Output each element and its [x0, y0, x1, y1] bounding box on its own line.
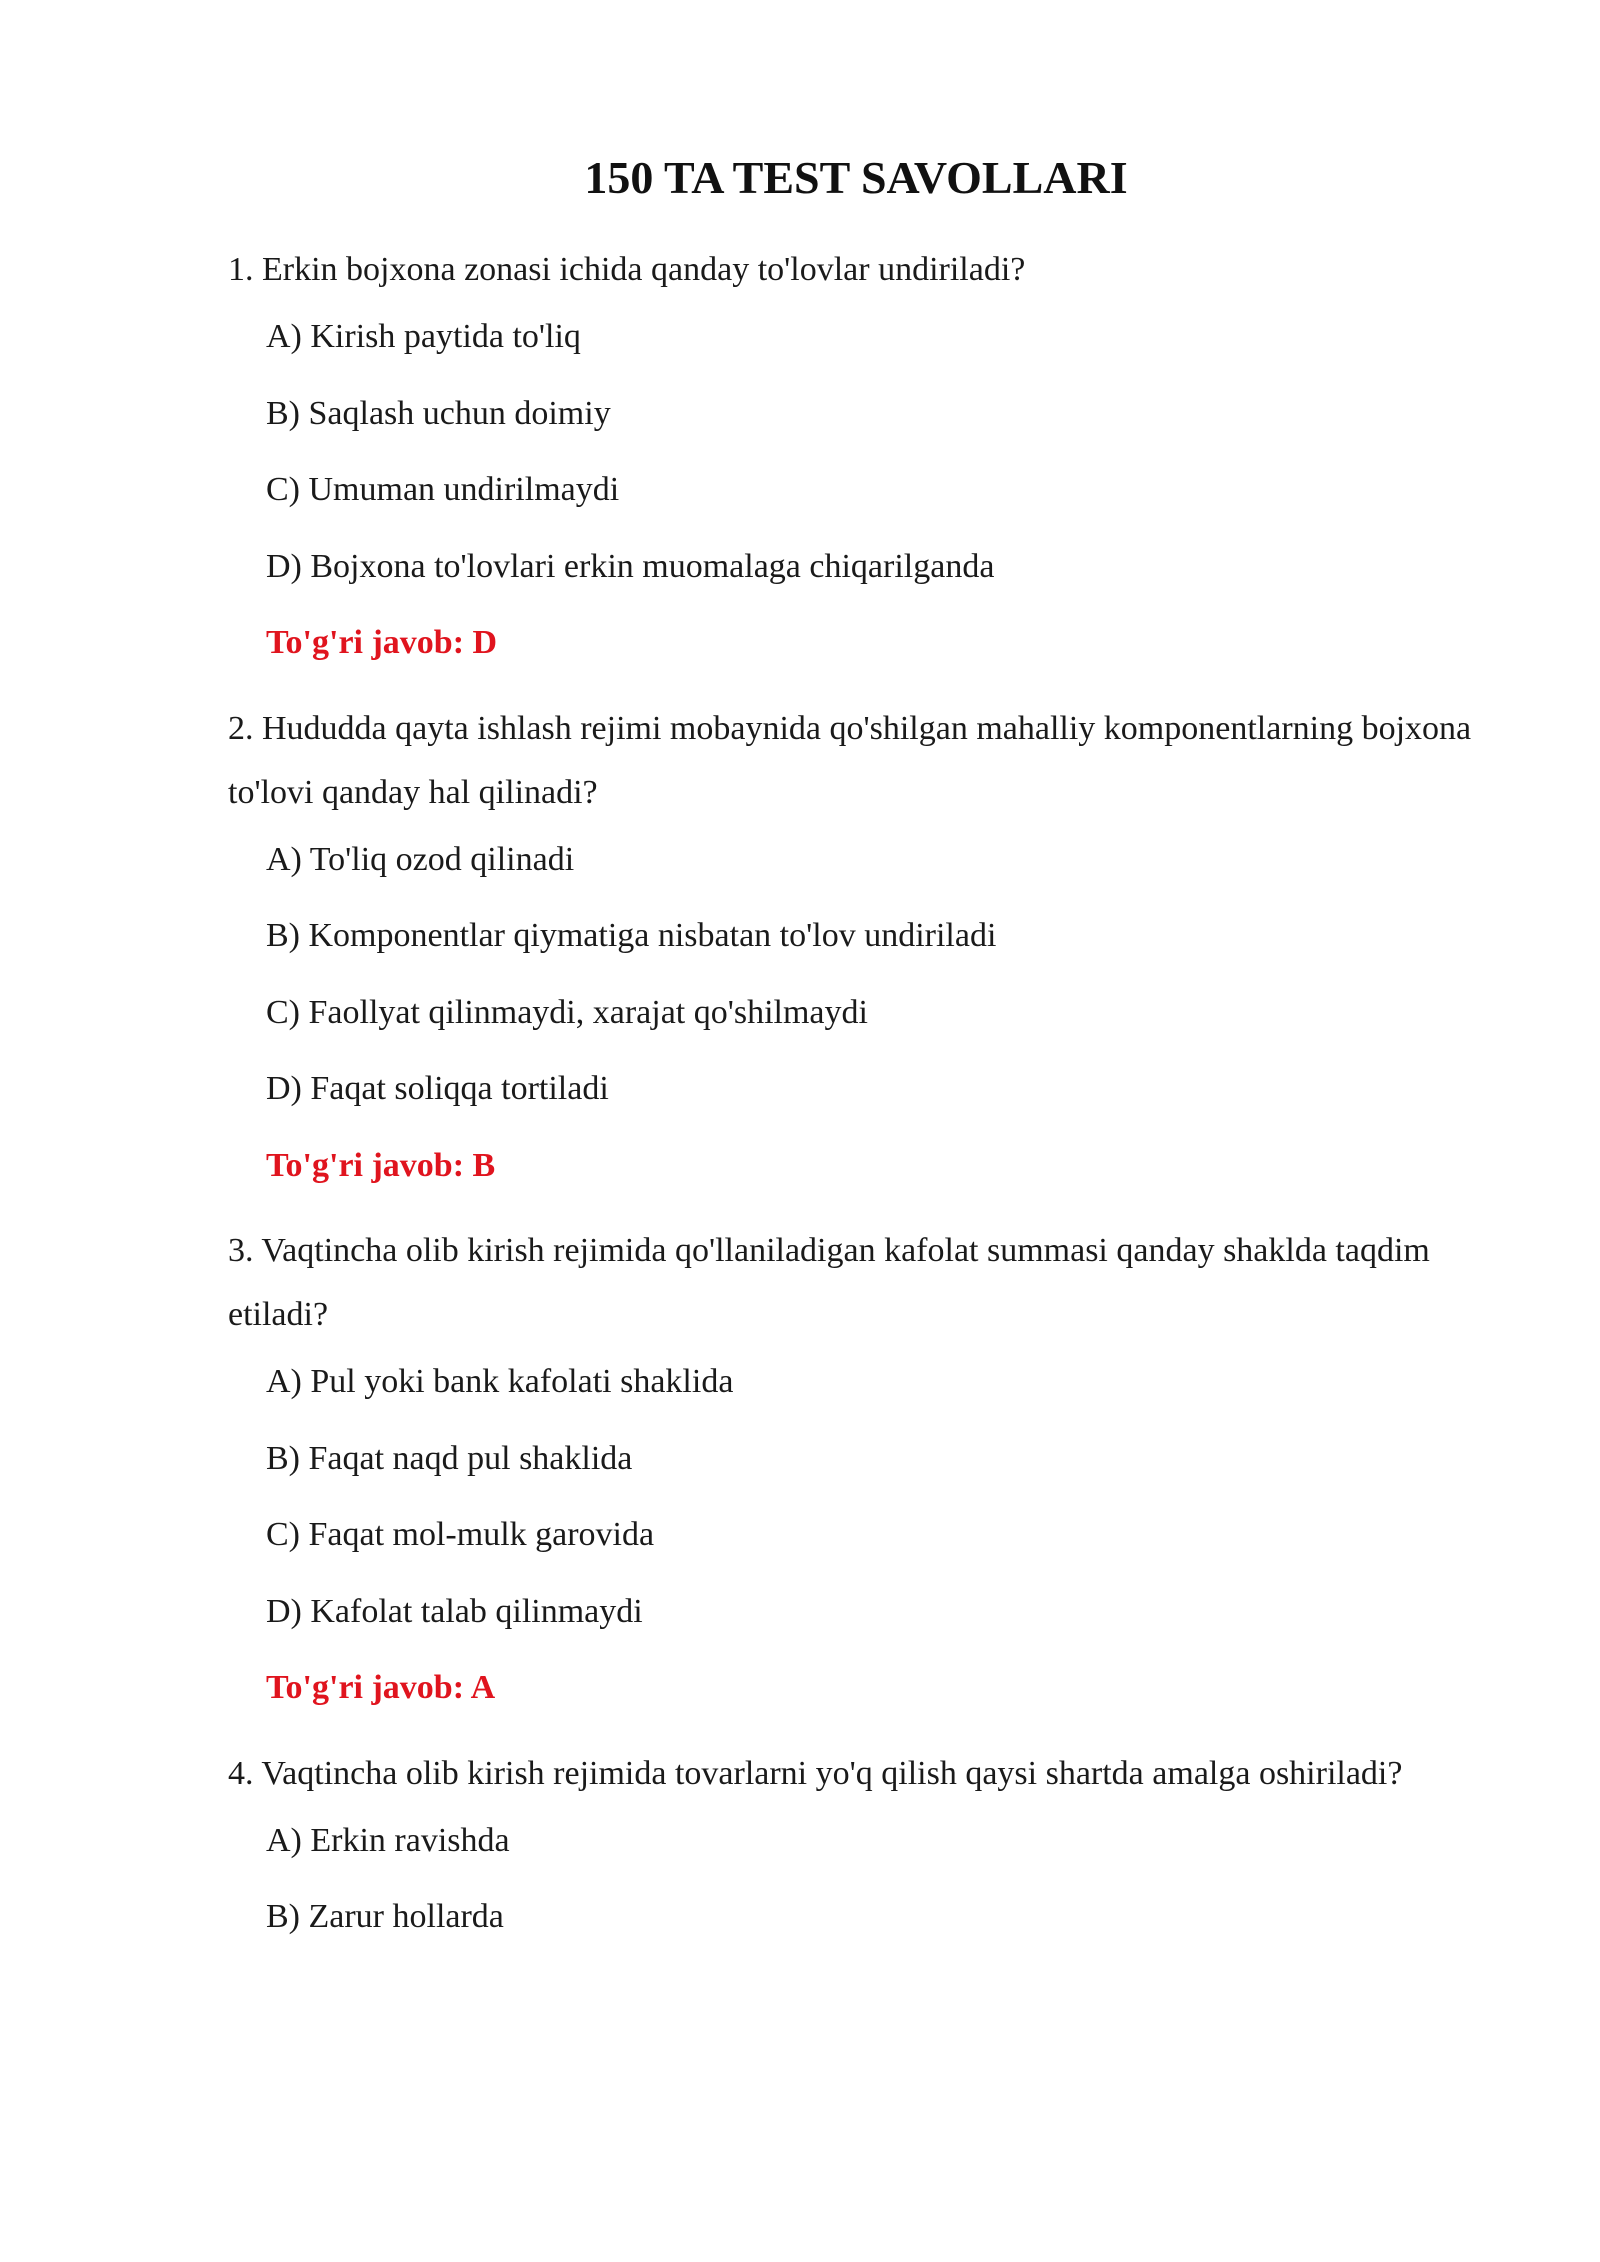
option-c: C) Umuman undirilmaydi [266, 471, 620, 508]
option-b: B) Saqlash uchun doimiy [266, 394, 611, 432]
option-c: C) Faollyat qilinmaydi, xarajat qo'shilmaydi [266, 993, 868, 1031]
question-1 [228, 238, 1480, 666]
option-c: C) Faqat mol-mulk garovida [266, 1516, 655, 1553]
option-d: D) Kafolat talab qilinmaydi [266, 1592, 643, 1630]
correct-answer: To'g'ri javob: B [266, 1146, 496, 1184]
correct-answer: To'g'ri javob: A [266, 1669, 496, 1706]
question-text: 1. Erkin bojxona zonasi ichida qanday to'lovlar undiriladi? [228, 251, 1026, 288]
option-a: A) Kirish paytida to'liq [266, 318, 581, 355]
question-text: 4. Vaqtincha olib kirish rejimida tovarlarni yo'q qilish qaysi shartda amalga oshiriladi? [228, 1754, 1403, 1792]
question-4 [228, 1742, 1480, 1941]
option-b: B) Komponentlar qiymatiga nisbatan to'lov undiriladi [266, 917, 997, 954]
option-d: D) Faqat soliqqa tortiladi [266, 1070, 609, 1107]
document-title: 150 TA TEST SAVOLLARI [584, 152, 1128, 203]
question-text: 2. Hududda qayta ishlash rejimi mobaynida qo'shilgan mahalliy komponentlarning bojxona to'lovi qanday hal qilinadi? [228, 709, 1472, 811]
option-a: A) To'liq ozod qilinadi [266, 840, 575, 878]
option-b: B) Zarur hollarda [266, 1898, 504, 1935]
correct-answer: To'g'ri javob: D [266, 624, 498, 661]
question-2 [228, 697, 1480, 1189]
option-d: D) Bojxona to'lovlari erkin muomalaga chiqarilganda [266, 547, 995, 585]
option-a: A) Pul yoki bank kafolati shaklida [266, 1363, 734, 1400]
question-text: 3. Vaqtincha olib kirish rejimida qo'llaniladigan kafolat summasi qanday shaklda taqdim etiladi? [228, 1232, 1430, 1333]
option-a: A) Erkin ravishda [266, 1821, 510, 1859]
option-b: B) Faqat naqd pul shaklida [266, 1439, 633, 1477]
question-3 [228, 1219, 1480, 1711]
question-list [228, 238, 1480, 1971]
